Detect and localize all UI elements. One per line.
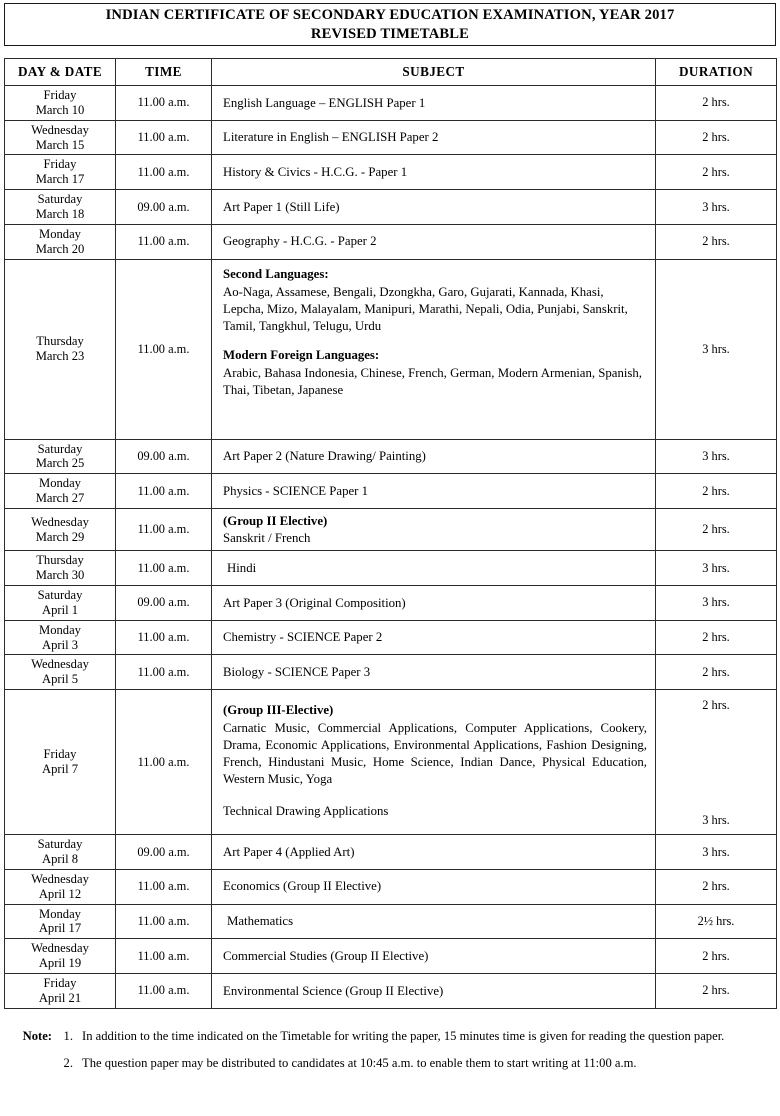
cell-day-date (5, 869, 116, 904)
cell-duration: 3 hrs. (656, 551, 777, 586)
cell-time: 11.00 a.m. (116, 155, 212, 190)
weekday: Saturday (37, 192, 83, 207)
weekday: Friday (43, 88, 77, 102)
cell-subject: Art Paper 1 (Still Life) (212, 190, 656, 225)
cell-day-date (5, 835, 116, 870)
cell-subject: Environmental Science (Group II Elective) (212, 974, 656, 1009)
cell-time: 09.00 a.m. (116, 835, 212, 870)
table-row (5, 474, 777, 509)
cell-time: 09.00 a.m. (116, 190, 212, 225)
duration-split-wrapper (656, 692, 776, 832)
cell-day-date (5, 655, 116, 690)
second-languages-heading: Second Languages: (223, 266, 329, 281)
cell-subject: Economics (Group II Elective) (212, 869, 656, 904)
table-row (5, 835, 777, 870)
cell-time: 11.00 a.m. (116, 655, 212, 690)
table-row (5, 155, 777, 190)
table-row (5, 939, 777, 974)
cell-time: 11.00 a.m. (116, 690, 212, 835)
cell-subject-elective (212, 509, 656, 551)
date: March 17 (35, 172, 85, 187)
cell-subject: Geography - H.C.G. - Paper 2 (212, 224, 656, 259)
note-text: The question paper may be distributed to candidates at 10:45 a.m. to enable them to start writing at 11:00 a.m. (82, 1056, 637, 1071)
table-row (5, 655, 777, 690)
weekday: Friday (43, 157, 77, 172)
date: March 30 (35, 568, 85, 583)
cell-time: 11.00 a.m. (116, 551, 212, 586)
cell-duration: 2 hrs. (656, 474, 777, 509)
weekday: Saturday (37, 837, 83, 852)
second-languages-block (223, 266, 647, 335)
cell-duration: 2 hrs. (656, 974, 777, 1009)
weekday: Friday (43, 976, 77, 991)
cell-subject-languages (212, 259, 656, 439)
cell-duration: 3 hrs. (656, 190, 777, 225)
cell-duration: 2 hrs. (656, 86, 777, 121)
date: April 17 (38, 921, 82, 936)
table-row-languages (5, 259, 777, 439)
weekday: Saturday (37, 441, 83, 456)
cell-subject: Art Paper 4 (Applied Art) (212, 835, 656, 870)
note-text: In addition to the time indicated on the Timetable for writing the paper, 15 minutes time is given for reading the question paper. (82, 1029, 725, 1043)
notes-section (0, 1028, 780, 1072)
weekday: Wednesday (31, 514, 89, 529)
table-row (5, 904, 777, 939)
cell-day-date (5, 509, 116, 551)
table-row (5, 551, 777, 586)
weekday: Wednesday (31, 871, 89, 886)
weekday: Wednesday (31, 657, 89, 672)
weekday: Wednesday (31, 122, 89, 137)
group3-technical: Technical Drawing Applications (223, 803, 389, 818)
table-row (5, 620, 777, 655)
duration-top: 2 hrs. (702, 698, 730, 713)
cell-day-date (5, 224, 116, 259)
second-languages-list: Ao-Naga, Assamese, Bengali, Dzongkha, Garo, Gujarati, Kannada, Khasi, Lepcha, Mizo, Malayalam, Manipuri, Marathi, Nepali, Odia, Punjabi, Sanskrit, Tamil, Tangkhul, Telugu, Urdu (223, 284, 628, 333)
cell-duration: 2 hrs. (656, 155, 777, 190)
cell-duration: 2 hrs. (656, 869, 777, 904)
weekday: Monday (39, 622, 81, 637)
column-header-time: TIME (116, 59, 212, 86)
note-item (0, 1028, 780, 1044)
date: April 7 (41, 762, 79, 777)
note-item (0, 1055, 780, 1071)
cell-duration: 3 hrs. (656, 259, 777, 439)
date: March 18 (35, 207, 85, 222)
cell-time: 11.00 a.m. (116, 869, 212, 904)
cell-time: 11.00 a.m. (116, 904, 212, 939)
cell-day-date (5, 974, 116, 1009)
weekday: Thursday (36, 553, 84, 568)
weekday: Saturday (37, 588, 83, 602)
cell-duration: 2 hrs. (656, 655, 777, 690)
foreign-languages-list: Arabic, Bahasa Indonesia, Chinese, French, German, Modern Armenian, Spanish, Thai, Tibetan, Japanese (223, 365, 642, 397)
cell-time: 09.00 a.m. (116, 586, 212, 621)
group3-list: Carnatic Music, Commercial Applications, Computer Applications, Cookery, Drama, Economic Applications, Environmental Applications, Fashion Designing, French, Hindustani Music, Home Science, Indian Dance, Physical Education, Western Music, Yoga (223, 720, 647, 786)
cell-time: 09.00 a.m. (116, 439, 212, 474)
cell-subject: Literature in English – ENGLISH Paper 2 (212, 120, 656, 155)
cell-subject: Mathematics (212, 904, 656, 939)
date: March 15 (35, 137, 85, 152)
spacer (223, 335, 647, 347)
duration-bottom: 3 hrs. (702, 813, 730, 828)
notes-label: Note: (22, 1029, 52, 1043)
cell-duration: 2 hrs. (656, 224, 777, 259)
exam-timetable (4, 58, 777, 1009)
weekday: Thursday (36, 334, 84, 349)
table-row (5, 974, 777, 1009)
cell-day-date (5, 120, 116, 155)
cell-day-date (5, 939, 116, 974)
cell-time: 11.00 a.m. (116, 120, 212, 155)
cell-day-date (5, 86, 116, 121)
cell-day-date (5, 439, 116, 474)
weekday: Monday (39, 226, 81, 241)
table-row (5, 190, 777, 225)
weekday: Monday (39, 476, 81, 491)
cell-day-date (5, 620, 116, 655)
cell-day-date (5, 690, 116, 835)
table-row (5, 120, 777, 155)
table-row (5, 586, 777, 621)
table-row (5, 439, 777, 474)
weekday: Wednesday (31, 941, 89, 956)
weekday: Monday (39, 906, 81, 921)
note-number: 1. (63, 1029, 73, 1043)
column-header-day-date: DAY & DATE (5, 59, 116, 86)
table-header-row (5, 59, 777, 86)
cell-subject: Commercial Studies (Group II Elective) (212, 939, 656, 974)
date: March 29 (35, 529, 85, 544)
date: March 27 (35, 491, 85, 506)
spacer (223, 788, 647, 803)
column-header-subject: SUBJECT (212, 59, 656, 86)
cell-time: 11.00 a.m. (116, 259, 212, 439)
elective-options: Sanskrit / French (223, 530, 311, 545)
elective-heading: (Group II Elective) (223, 514, 328, 529)
cell-time: 11.00 a.m. (116, 974, 212, 1009)
date: April 8 (41, 852, 79, 867)
foreign-languages-heading: Modern Foreign Languages: (223, 347, 380, 362)
cell-subject: Art Paper 2 (Nature Drawing/ Painting) (212, 439, 656, 474)
cell-subject: English Language – ENGLISH Paper 1 (212, 86, 656, 121)
cell-day-date (5, 190, 116, 225)
cell-time: 11.00 a.m. (116, 509, 212, 551)
date: March 23 (35, 349, 85, 364)
cell-day-date (5, 586, 116, 621)
cell-duration: 2 hrs. (656, 120, 777, 155)
column-header-duration: DURATION (656, 59, 777, 86)
cell-duration: 3 hrs. (656, 439, 777, 474)
cell-duration: 3 hrs. (656, 586, 777, 621)
cell-subject: Chemistry - SCIENCE Paper 2 (212, 620, 656, 655)
table-row (5, 86, 777, 121)
cell-time: 11.00 a.m. (116, 939, 212, 974)
date: April 3 (41, 637, 79, 652)
cell-day-date (5, 155, 116, 190)
foreign-languages-block (223, 347, 647, 399)
table-row-group3 (5, 690, 777, 835)
cell-day-date (5, 474, 116, 509)
date: April 21 (38, 990, 82, 1005)
date: March 10 (35, 102, 85, 117)
cell-subject: History & Civics - H.C.G. - Paper 1 (212, 155, 656, 190)
cell-subject: Biology - SCIENCE Paper 3 (212, 655, 656, 690)
cell-subject: Hindi (212, 551, 656, 586)
cell-duration: 2½ hrs. (656, 904, 777, 939)
date: April 19 (38, 956, 82, 971)
date: April 12 (38, 886, 82, 901)
note-number: 2. (63, 1056, 73, 1071)
date: March 20 (35, 241, 85, 256)
cell-duration-split (656, 690, 777, 835)
group3-heading: (Group III-Elective) (223, 703, 334, 718)
cell-duration: 2 hrs. (656, 509, 777, 551)
cell-time: 11.00 a.m. (116, 86, 212, 121)
document-title-box (4, 3, 776, 46)
title-line-1: INDIAN CERTIFICATE OF SECONDARY EDUCATION EXAMINATION, YEAR 2017 (105, 6, 675, 23)
cell-day-date (5, 259, 116, 439)
title-line-2: REVISED TIMETABLE (310, 26, 470, 42)
cell-time: 11.00 a.m. (116, 224, 212, 259)
cell-duration: 2 hrs. (656, 939, 777, 974)
cell-time: 11.00 a.m. (116, 620, 212, 655)
table-row (5, 224, 777, 259)
cell-duration: 2 hrs. (656, 620, 777, 655)
timetable-wrapper (4, 58, 776, 1009)
table-row (5, 869, 777, 904)
cell-day-date (5, 551, 116, 586)
cell-subject: Art Paper 3 (Original Composition) (212, 586, 656, 621)
cell-time: 11.00 a.m. (116, 474, 212, 509)
cell-subject: Physics - SCIENCE Paper 1 (212, 474, 656, 509)
cell-day-date (5, 904, 116, 939)
cell-subject-group3 (212, 690, 656, 835)
date: April 1 (41, 602, 79, 617)
cell-duration: 3 hrs. (656, 835, 777, 870)
date: March 25 (35, 456, 85, 471)
date: April 5 (41, 672, 79, 687)
weekday: Friday (43, 747, 77, 762)
table-row (5, 509, 777, 551)
